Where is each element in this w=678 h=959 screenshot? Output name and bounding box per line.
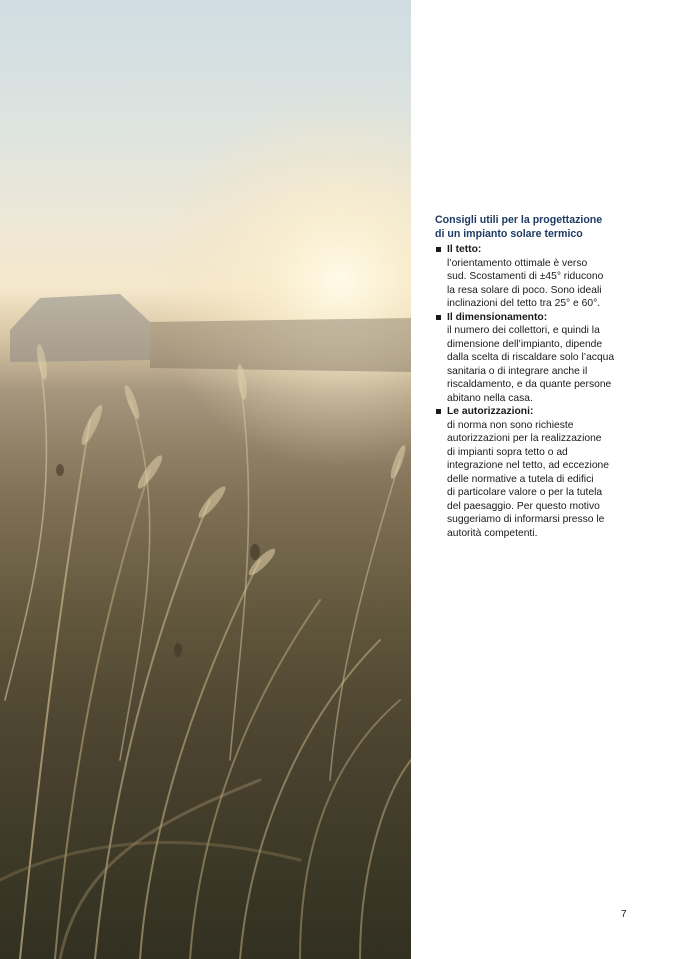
tip-heading-permits: Le autorizzazioni: bbox=[447, 406, 534, 417]
section-title-line-2: di un impianto solare termico bbox=[435, 227, 583, 240]
tip-heading-sizing: Il dimensionamento: bbox=[447, 311, 548, 323]
tip-text-line: il numero dei collettori, e quindi la bbox=[447, 325, 600, 336]
tip-item-permits bbox=[435, 405, 650, 540]
tip-text-line: suggeriamo di informarsi presso le bbox=[447, 514, 605, 525]
square-bullet-icon bbox=[436, 247, 441, 252]
tip-text-line: di norma non sono richieste bbox=[447, 419, 574, 431]
tip-item-sizing bbox=[435, 311, 650, 406]
tip-text-line: dalla scelta di riscaldare solo l’acqua bbox=[447, 352, 615, 363]
section-title bbox=[435, 214, 650, 241]
page-number: 7 bbox=[621, 909, 627, 920]
tip-heading-roof: Il tetto: bbox=[447, 244, 482, 255]
tip-text-line: di impianti sopra tetto o ad bbox=[447, 446, 568, 458]
tip-text-line: delle normative a tutela di edifici bbox=[447, 473, 594, 485]
tip-text-line: la resa solare di poco. Sono ideali bbox=[447, 284, 602, 296]
tip-text-line: inclinazioni del tetto tra 25° e 60°. bbox=[447, 298, 601, 309]
tip-text-line: del paesaggio. Per questo motivo bbox=[447, 500, 600, 512]
square-bullet-icon bbox=[436, 315, 441, 320]
tip-text-line: abitano nella casa. bbox=[447, 392, 533, 404]
tip-text-line: dimensione dell’impianto, dipende bbox=[447, 338, 603, 350]
tip-text-line: sanitaria o di integrare anche il bbox=[447, 365, 588, 377]
tip-item-roof bbox=[435, 243, 650, 311]
tip-text-line: l’orientamento ottimale è verso bbox=[447, 257, 588, 269]
square-bullet-icon bbox=[436, 409, 441, 414]
tip-text-line: riscaldamento, e da quante persone bbox=[447, 379, 612, 390]
tip-text-line: di particolare valore o per la tutela bbox=[447, 487, 603, 498]
section-title-line-1: Consigli utili per la progettazione bbox=[435, 214, 603, 226]
tip-text-line: sud. Scostamenti di ±45° riducono bbox=[447, 271, 604, 282]
tip-text-line: autorizzazioni per la realizzazione bbox=[447, 433, 602, 444]
planning-tips-column bbox=[435, 214, 650, 540]
tip-text-line: autorità competenti. bbox=[447, 527, 538, 539]
tip-text-line: integrazione nel tetto, ad eccezione bbox=[447, 460, 610, 471]
